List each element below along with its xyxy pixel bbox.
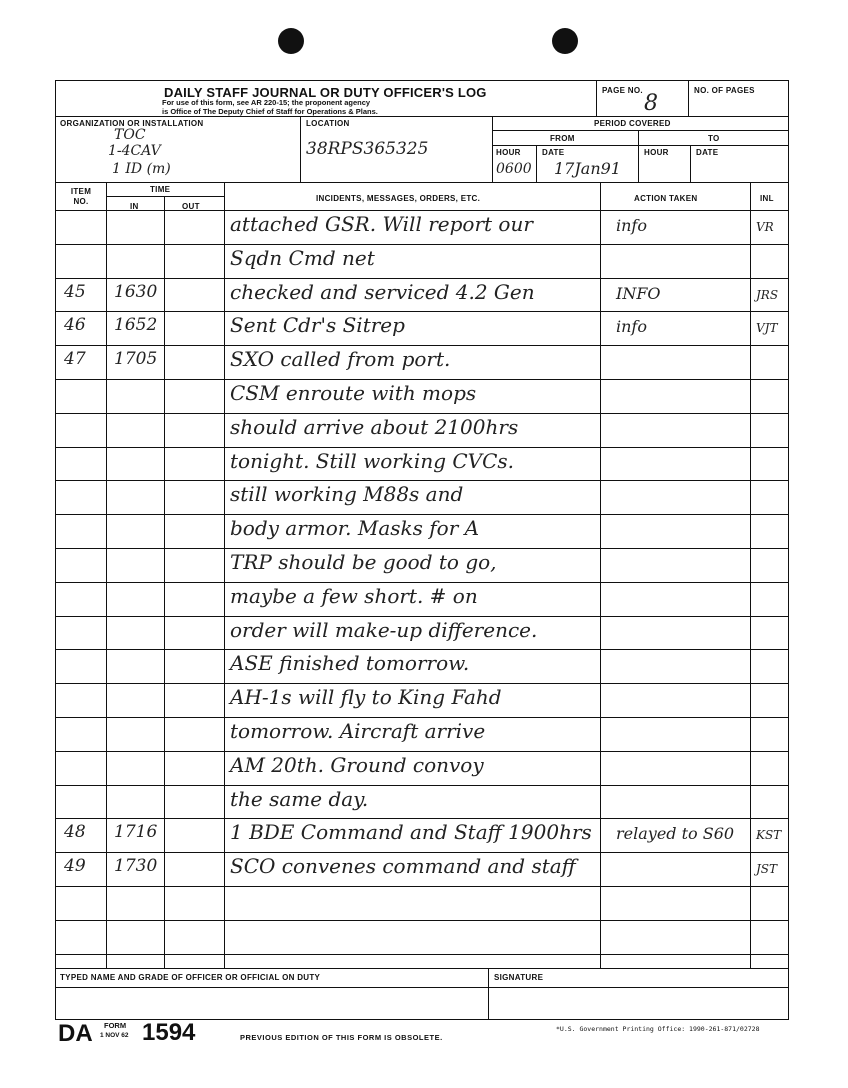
out-label: OUT bbox=[182, 202, 200, 211]
row-initials[interactable]: JST bbox=[756, 862, 778, 877]
log-row bbox=[56, 480, 788, 514]
row-incident-text[interactable]: order will make-up difference. bbox=[230, 617, 538, 642]
row-incident-text[interactable]: tonight. Still working CVCs. bbox=[230, 448, 515, 473]
row-initials[interactable]: JRS bbox=[756, 287, 779, 302]
log-row bbox=[56, 920, 788, 954]
row-initials[interactable]: VJT bbox=[756, 321, 778, 336]
in-label: IN bbox=[130, 202, 139, 211]
log-row bbox=[56, 616, 788, 650]
from-date-label: DATE bbox=[542, 148, 565, 157]
log-row bbox=[56, 785, 788, 819]
from-date-value[interactable]: 17Jan91 bbox=[554, 159, 621, 178]
row-incident-text[interactable]: AH-1s will fly to King Fahd bbox=[230, 685, 502, 710]
row-incident-text[interactable]: still working M88s and bbox=[230, 482, 464, 507]
row-incident-text[interactable]: CSM enroute with mops bbox=[230, 381, 477, 405]
row-item-no[interactable]: 49 bbox=[64, 856, 86, 877]
org-line-2[interactable]: 1-4CAV bbox=[108, 143, 161, 159]
row-item-no[interactable]: 45 bbox=[64, 281, 86, 302]
page-no-value[interactable]: 8 bbox=[644, 91, 658, 116]
row-time-in[interactable]: 1705 bbox=[114, 349, 158, 370]
row-incident-text[interactable]: tomorrow. Aircraft arrive bbox=[230, 719, 486, 743]
incidents-label: INCIDENTS, MESSAGES, ORDERS, ETC. bbox=[316, 194, 481, 203]
log-row bbox=[56, 379, 788, 413]
row-item-no[interactable]: 46 bbox=[64, 315, 86, 336]
previous-edition-note: PREVIOUS EDITION OF THIS FORM IS OBSOLETE. bbox=[240, 1033, 443, 1042]
log-row bbox=[56, 886, 788, 920]
log-row bbox=[56, 751, 788, 785]
row-incident-text[interactable]: the same day. bbox=[230, 786, 369, 811]
log-row bbox=[56, 278, 788, 312]
org-label: ORGANIZATION OR INSTALLATION bbox=[60, 119, 204, 128]
to-hour-label: HOUR bbox=[644, 148, 669, 157]
row-item-no[interactable]: 48 bbox=[64, 822, 86, 843]
row-action-taken[interactable]: INFO bbox=[616, 283, 661, 303]
org-line-3[interactable]: 1 ID (m) bbox=[112, 161, 171, 177]
row-incident-text[interactable]: should arrive about 2100hrs bbox=[230, 414, 519, 439]
row-initials[interactable]: VR bbox=[756, 220, 774, 234]
log-row bbox=[56, 582, 788, 616]
from-hour-label: HOUR bbox=[496, 148, 521, 157]
period-to-label: TO bbox=[708, 134, 720, 143]
row-initials[interactable]: KST bbox=[756, 828, 782, 843]
row-incident-text[interactable]: AM 20th. Ground convoy bbox=[230, 752, 484, 777]
log-row bbox=[56, 818, 788, 852]
log-row bbox=[56, 244, 788, 278]
punch-hole-right bbox=[552, 28, 578, 54]
from-hour-value[interactable]: 0600 bbox=[496, 161, 532, 177]
to-date-label: DATE bbox=[696, 148, 719, 157]
row-item-no[interactable]: 47 bbox=[64, 349, 86, 370]
log-row bbox=[56, 649, 788, 683]
form-subtitle-1: For use of this form, see AR 220-15; the proponent agency bbox=[162, 98, 371, 107]
row-incident-text[interactable]: SCO convenes command and staff bbox=[230, 854, 576, 879]
punch-hole-left bbox=[278, 28, 304, 54]
typed-name-label: TYPED NAME AND GRADE OF OFFICER OR OFFICIAL ON DUTY bbox=[60, 973, 321, 982]
log-row bbox=[56, 447, 788, 481]
inl-label: INL bbox=[760, 194, 774, 203]
gpo-note: *U.S. Government Printing Office: 1990-261-871/02728 bbox=[556, 1025, 760, 1033]
no-of-pages-label: NO. OF PAGES bbox=[694, 86, 755, 95]
log-row bbox=[56, 413, 788, 447]
row-time-in[interactable]: 1716 bbox=[114, 822, 158, 843]
row-incident-text[interactable]: checked and serviced 4.2 Gen bbox=[230, 279, 535, 304]
row-incident-text[interactable]: attached GSR. Will report our bbox=[230, 212, 533, 236]
log-row bbox=[56, 683, 788, 717]
form-da: DA bbox=[58, 1020, 93, 1047]
page-no-label: PAGE NO. bbox=[602, 86, 643, 95]
location-label: LOCATION bbox=[306, 119, 350, 128]
location-value[interactable]: 38RPS365325 bbox=[306, 139, 429, 159]
row-incident-text[interactable]: body armor. Masks for A bbox=[230, 516, 480, 541]
form-word: FORM bbox=[104, 1021, 127, 1030]
duty-log-form bbox=[55, 80, 789, 1020]
log-row bbox=[56, 210, 788, 244]
log-row bbox=[56, 345, 788, 379]
row-time-in[interactable]: 1730 bbox=[114, 856, 158, 877]
log-row bbox=[56, 954, 788, 988]
row-time-in[interactable]: 1630 bbox=[114, 281, 158, 302]
row-action-taken[interactable]: info bbox=[616, 317, 647, 337]
row-action-taken[interactable]: relayed to S60 bbox=[616, 824, 735, 844]
form-date: 1 NOV 62 bbox=[100, 1032, 129, 1039]
row-incident-text[interactable]: TRP should be good to go, bbox=[230, 550, 497, 574]
row-incident-text[interactable]: SXO called from port. bbox=[230, 347, 451, 372]
log-row bbox=[56, 717, 788, 751]
row-incident-text[interactable]: maybe a few short. # on bbox=[230, 583, 478, 608]
form-title: DAILY STAFF JOURNAL OR DUTY OFFICER'S LOG bbox=[164, 85, 487, 100]
action-label: ACTION TAKEN bbox=[634, 194, 698, 203]
log-row bbox=[56, 311, 788, 345]
log-row bbox=[56, 852, 788, 886]
log-row bbox=[56, 514, 788, 548]
time-label: TIME bbox=[150, 185, 171, 194]
row-incident-text[interactable]: Sent Cdr's Sitrep bbox=[230, 313, 405, 338]
row-action-taken[interactable]: info bbox=[616, 216, 647, 235]
org-line-1[interactable]: TOC bbox=[114, 127, 146, 143]
form-number: 1594 bbox=[142, 1019, 196, 1046]
row-incident-text[interactable]: 1 BDE Command and Staff 1900hrs bbox=[230, 820, 592, 845]
period-from-label: FROM bbox=[550, 134, 575, 143]
row-incident-text[interactable]: Sqdn Cmd net bbox=[230, 245, 375, 270]
row-incident-text[interactable]: ASE finished tomorrow. bbox=[230, 651, 470, 676]
row-time-in[interactable]: 1652 bbox=[114, 315, 158, 336]
log-row bbox=[56, 548, 788, 582]
period-label: PERIOD COVERED bbox=[594, 119, 671, 128]
signature-label: SIGNATURE bbox=[494, 973, 544, 982]
item-no-label: ITEM NO. bbox=[70, 187, 92, 206]
form-subtitle-2: is Office of The Deputy Chief of Staff for Operations & Plans. bbox=[162, 107, 378, 116]
